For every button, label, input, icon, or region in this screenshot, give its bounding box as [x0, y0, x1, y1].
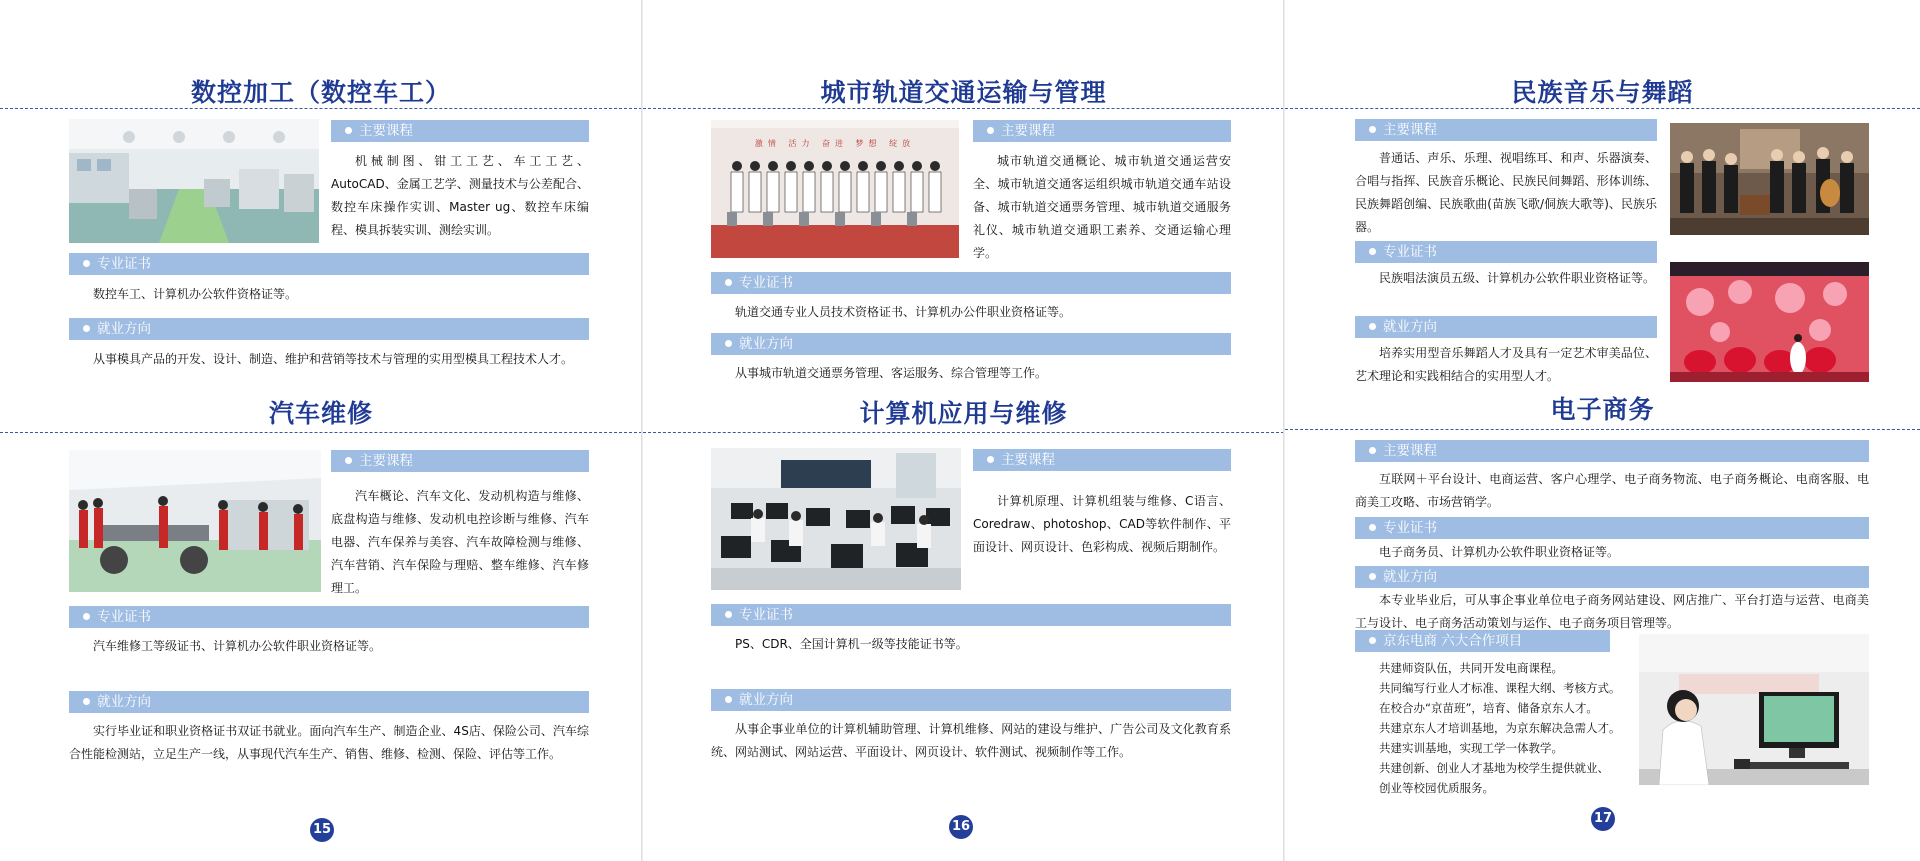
rail-career-text: 从事城市轨道交通票务管理、客运服务、综合管理等工作。	[735, 366, 1048, 380]
computer-courses-header	[973, 449, 1231, 471]
ecommerce-office-photo	[1639, 634, 1869, 785]
jd-project-item: 共建创新、创业人才基地为校学生提供就业、创业等校园优质服务。	[1379, 761, 1609, 795]
auto-courses-text: 汽车概论、汽车文化、发动机构造与维修、底盘构造与维修、发动机电控诊断与维修、汽车电器、汽车保养与美容、汽车故障检测与维修、汽车营销、汽车保险与理赔、整车维修、汽车修理工。	[331, 489, 589, 595]
cnc-career-header	[69, 318, 589, 340]
rail-cert-header	[711, 272, 1231, 294]
dashed-divider	[0, 108, 642, 109]
rail-cert-label: 专业证书	[739, 275, 793, 291]
program-title-computer: 计算机应用与维修	[859, 399, 1068, 428]
ecom-courses-text: 互联网＋平台设计、电商运营、客户心理学、电子商务物流、电子商务概论、电商客服、电商美工攻略、市场营销学。	[1355, 472, 1869, 509]
dance-performance-photo	[1670, 262, 1869, 382]
auto-workshop-photo	[69, 450, 321, 592]
ecom-courses-label: 主要课程	[1383, 443, 1437, 459]
program-title-rail: 城市轨道交通运输与管理	[820, 78, 1107, 107]
cnc-career-text: 从事模具产品的开发、设计、制造、维护和营销等技术与管理的实用型模具工程技术人才。	[93, 352, 574, 366]
auto-career-text: 实行毕业证和职业资格证书双证书就业。面向汽车生产、制造企业、4S店、保险公司、汽车综合性能检测站，立足生产一线，从事现代汽车生产、销售、维修、检测、保险、评估等工作。	[69, 724, 589, 761]
computer-career-label: 就业方向	[739, 692, 793, 708]
rail-career-label: 就业方向	[739, 336, 793, 352]
music-courses-label: 主要课程	[1383, 122, 1437, 138]
music-cert-header	[1355, 241, 1657, 263]
jd-project-item: 共建师资队伍，共同开发电商课程。	[1379, 661, 1563, 675]
page-number: 16	[949, 815, 973, 839]
cnc-workshop-photo	[69, 119, 319, 243]
cnc-courses-header	[331, 120, 589, 142]
program-title-music: 民族音乐与舞蹈	[1511, 78, 1694, 107]
jd-projects-label: 京东电商 六大合作项目	[1383, 633, 1523, 649]
page-15	[0, 0, 642, 861]
jd-project-item: 共建京东人才培训基地，为京东解决急需人才。	[1379, 721, 1621, 735]
music-career-label: 就业方向	[1383, 319, 1437, 335]
dashed-divider	[643, 432, 1284, 433]
computer-courses-label: 主要课程	[1001, 452, 1055, 468]
auto-career-label: 就业方向	[97, 694, 151, 710]
page-17	[1285, 0, 1920, 861]
music-cert-text: 民族唱法演员五级、计算机办公软件职业资格证等。	[1379, 271, 1656, 285]
rail-career-header	[711, 333, 1231, 355]
music-ensemble-photo	[1670, 123, 1869, 235]
dashed-divider	[0, 432, 642, 433]
cnc-cert-label: 专业证书	[97, 256, 151, 272]
dashed-divider	[1285, 429, 1920, 430]
rail-courses-label: 主要课程	[1001, 123, 1055, 139]
computer-cert-text: PS、CDR、全国计算机一级等技能证书等。	[735, 637, 968, 651]
auto-cert-label: 专业证书	[97, 609, 151, 625]
cnc-courses-text: 机械制图、钳工工艺、车工工艺、AutoCAD、金属工艺学、测量技术与公差配合、数控车床操作实训、Master ug、数控车床编程、模具拆装实训、测绘实训。	[331, 154, 589, 237]
jd-projects-list	[1379, 658, 1621, 798]
rail-students-photo	[711, 120, 959, 258]
computer-cert-header	[711, 604, 1231, 626]
ecom-cert-text: 电子商务员、计算机办公软件职业资格证等。	[1379, 545, 1620, 559]
auto-courses-label: 主要课程	[359, 453, 413, 469]
music-career-header	[1355, 316, 1657, 338]
jd-project-item: 共建实训基地，实现工学一体教学。	[1379, 741, 1563, 755]
computer-courses-text: 计算机原理、计算机组装与维修、C语言、Coredraw、photoshop、CAD等软件制作、平面设计、网页设计、色彩构成、视频后期制作。	[973, 494, 1231, 554]
ecom-cert-label: 专业证书	[1383, 520, 1437, 536]
computer-lab-photo	[711, 448, 961, 590]
ecom-career-text: 本专业毕业后，可从事企事业单位电子商务网站建设、网店推广、平台打造与运营、电商美工与设计、电子商务活动策划与运作、电子商务项目管理等。	[1355, 593, 1869, 630]
computer-career-header	[711, 689, 1231, 711]
auto-career-header	[69, 691, 589, 713]
music-career-text: 培养实用型音乐舞蹈人才及具有一定艺术审美品位、艺术理论和实践相结合的实用型人才。	[1355, 346, 1657, 383]
page-number: 15	[310, 818, 334, 842]
cnc-cert-text: 数控车工、计算机办公软件资格证等。	[93, 287, 298, 301]
rail-photo-banner: 激情 活力 奋进 梦想 绽放	[754, 139, 916, 148]
rail-cert-text: 轨道交通专业人员技术资格证书、计算机办公件职业资格证等。	[735, 305, 1072, 319]
auto-cert-text: 汽车维修工等级证书、计算机办公软件职业资格证等。	[93, 639, 382, 653]
ecom-courses-header	[1355, 440, 1869, 462]
page-number: 17	[1591, 807, 1615, 831]
page-16	[643, 0, 1284, 861]
rail-courses-header	[973, 120, 1231, 142]
rail-courses-text: 城市轨道交通概论、城市轨道交通运营安全、城市轨道交通客运组织城市轨道交通车站设备、城市轨道交通票务管理、城市轨道交通服务礼仪、城市轨道交通职工素养、交通运输心理学。	[973, 154, 1231, 260]
program-title-auto: 汽车维修	[268, 399, 373, 428]
ecom-career-header	[1355, 566, 1869, 588]
dashed-divider	[643, 108, 1284, 109]
music-courses-text: 普通话、声乐、乐理、视唱练耳、和声、乐器演奏、合唱与指挥、民族音乐概论、民族民间舞蹈、形体训练、民族舞蹈创编、民族歌曲(苗族飞歌/侗族大歌等)、民族乐器。	[1355, 151, 1657, 234]
computer-career-text: 从事企事业单位的计算机辅助管理、计算机维修、网站的建设与维护、广告公司及文化教育系统、网站测试、网站运营、平面设计、网页设计、软件测试、视频制作等工作。	[711, 722, 1231, 759]
cnc-career-label: 就业方向	[97, 321, 151, 337]
rail-photo-scene	[711, 120, 959, 258]
computer-cert-label: 专业证书	[739, 607, 793, 623]
dashed-divider	[1285, 108, 1920, 109]
jd-projects-header	[1355, 630, 1610, 652]
music-courses-header	[1355, 119, 1657, 141]
ecom-career-label: 就业方向	[1383, 569, 1437, 585]
auto-courses-header	[331, 450, 589, 472]
program-title-ecommerce: 电子商务	[1550, 395, 1655, 424]
cnc-cert-header	[69, 253, 589, 275]
ecom-cert-header	[1355, 517, 1869, 539]
music-cert-label: 专业证书	[1383, 244, 1437, 260]
auto-cert-header	[69, 606, 589, 628]
jd-project-item: 共同编写行业人才标准、课程大纲、考核方式。	[1379, 681, 1621, 695]
cnc-courses-label: 主要课程	[359, 123, 413, 139]
jd-project-item: 在校合办“京苗班”，培育、储备京东人才。	[1379, 701, 1598, 715]
program-title-cnc: 数控加工（数控车工）	[190, 78, 451, 107]
